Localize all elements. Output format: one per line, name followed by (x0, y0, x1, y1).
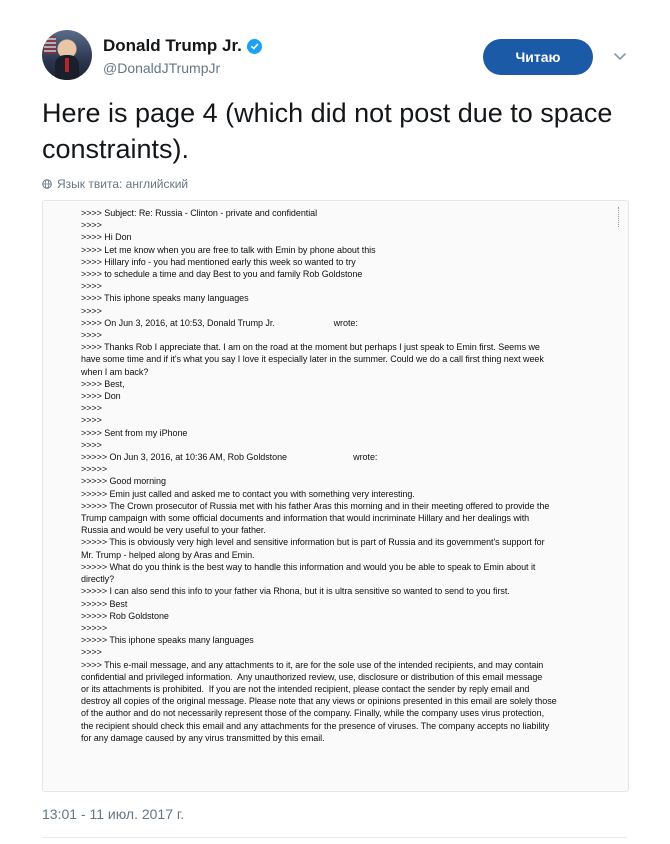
email-line: confidential and privileged information. Any unauthorized review, use, disclosure or distribution of this email message (81, 671, 543, 682)
email-line: >>>> (81, 415, 102, 426)
email-line: >>>>> This iphone speaks many languages (81, 635, 254, 646)
tweet-language (42, 177, 188, 191)
email-line: Trump campaign with some official documents and information that would incriminate Hillary and her dealings with (81, 513, 530, 524)
email-line: >>>> Best, (81, 378, 125, 389)
email-line: >>>>> Best (81, 598, 128, 609)
email-screenshot-image[interactable] (42, 200, 629, 792)
email-line: >>>> to schedule a time and day Best to you and family Rob Goldstone (81, 269, 363, 280)
email-line: >>>>> Emin just called and asked me to contact you with something very interesting. (81, 488, 415, 499)
email-line: Russia and would be very useful to your father. (81, 525, 266, 536)
email-line: >>>>> This is obviously very high level and sensitive information but is part of Russia and its government's support for (81, 537, 545, 548)
email-line: >>>> (81, 403, 102, 414)
email-line: >>>> (81, 439, 102, 450)
email-line: >>>> (81, 281, 102, 292)
email-line: >>>> On Jun 3, 2016, at 10:53, Donald Trump Jr. wrote: (81, 317, 358, 328)
tweet-language-label: Язык твита: английский (57, 177, 189, 191)
email-line: >>>> Subject: Re: Russia - Clinton - private and confidential (81, 208, 318, 218)
globe-icon (42, 179, 52, 189)
email-line: or its attachments is prohibited. If you are not the intended recipient, please contact the sender by reply email and (81, 683, 530, 694)
email-line: >>>>> On Jun 3, 2016, at 10:36 AM, Rob Goldstone wrote: (81, 452, 378, 463)
email-line: >>>>> I can also send this info to your father via Rhona, but it is ultra sensitive so wanted to send to you first. (81, 586, 510, 597)
email-line: >>>> Sent from my iPhone (81, 427, 188, 438)
display-name[interactable]: Donald Trump Jr. (103, 36, 242, 55)
user-handle[interactable]: @DonaldJTrumpJr (103, 60, 221, 76)
email-line: Mr. Trump - helped along by Aras and Emin. (81, 549, 255, 560)
email-line: >>>> (81, 647, 102, 658)
chevron-down-icon[interactable] (612, 48, 628, 64)
email-line: >>>>> Good morning (81, 476, 166, 487)
scrollbar-marker (618, 207, 621, 227)
email-line: >>>> Let me know when you are free to talk with Emin by phone about this (81, 244, 376, 255)
email-line: of the author and do not necessarily represent those of the company. Finally, while the company uses virus protection, (81, 708, 545, 719)
email-body (81, 207, 601, 744)
tweet-timestamp[interactable]: 13:01 - 11 июл. 2017 г. (42, 806, 185, 822)
following-button[interactable]: Читаю (483, 39, 593, 75)
email-line: >>>> (81, 220, 102, 231)
email-line: when I am back? (81, 366, 149, 377)
email-line: >>>> Don (81, 391, 121, 402)
email-line: >>>> Thanks Rob I appreciate that. I am on the road at the moment but perhaps I just speak to Emin first. Seems we (81, 342, 540, 353)
email-line: directly? (81, 574, 115, 585)
email-line: the recipient should check this email and any attachments for the presence of viruses. The company accepts no liability (81, 720, 550, 731)
email-line: >>>>> Rob Goldstone (81, 610, 169, 621)
divider (42, 837, 627, 838)
display-name-row[interactable] (103, 36, 262, 56)
email-line: have some time and if it's what you say I love it especially later in the summer. Could we do a call first thing next week (81, 354, 544, 365)
avatar[interactable] (42, 30, 92, 80)
email-line: >>>> Hi Don (81, 232, 132, 243)
email-line: destroy all copies of the original message. Please note that any views or opinions presented in this email are solely those (81, 696, 557, 707)
email-line: >>>> (81, 330, 102, 341)
email-line: >>>> Hillary info - you had mentioned early this week so wanted to try (81, 256, 356, 267)
email-line: for any damage caused by any virus transmitted by this email. (81, 732, 325, 743)
email-line: >>>>> (81, 622, 108, 633)
verified-badge-icon (247, 39, 262, 54)
email-line: >>>>> What do you think is the best way to handle this information and would you be able to speak to Emin about it (81, 561, 536, 572)
tweet-text: Here is page 4 (which did not post due to space constraints). (42, 98, 613, 164)
email-line: >>>> This e-mail message, and any attachments to it, are for the sole use of the intended recipients, and may contain (81, 659, 544, 670)
email-line: >>>> (81, 305, 102, 316)
email-line: >>>>> The Crown prosecutor of Russia met with his father Aras this morning and in their meeting offered to provide the (81, 500, 550, 511)
email-line: >>>>> (81, 464, 108, 475)
tweet-header (42, 30, 642, 82)
email-line: >>>> This iphone speaks many languages (81, 293, 249, 304)
